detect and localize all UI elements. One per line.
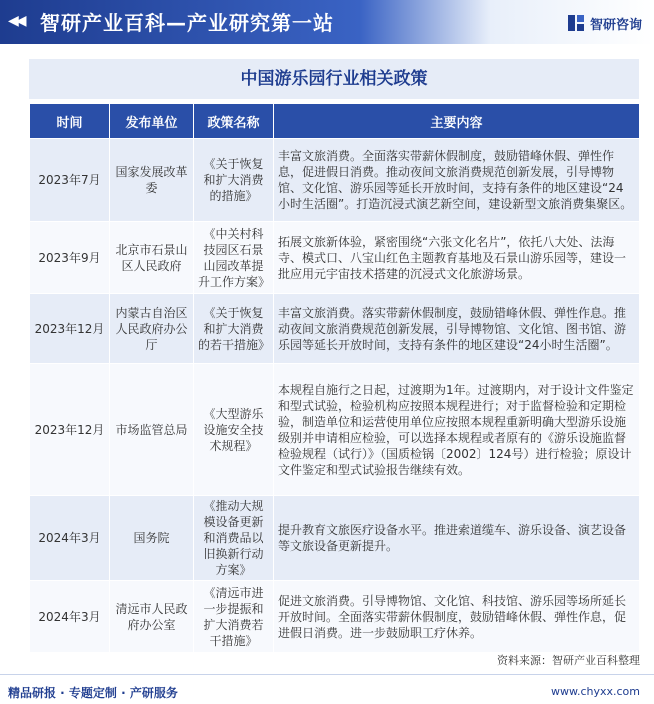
cell-content: 提升教育文旅医疗设备水平。推进索道缆车、游乐设备、演艺设备等文旅设备更新提升。 bbox=[274, 496, 640, 581]
table-row bbox=[30, 139, 640, 222]
cell-policy: 《关于恢复和扩大消费的措施》 bbox=[194, 139, 274, 222]
cell-content: 丰富文旅消费。全面落实带薪休假制度，鼓励错峰休假、弹性作息，促进假日消费。推动夜间文旅消费规范创新发展，引导博物馆、文化馆、游乐园等延长开放时间，支持有条件的地区建设“24小时生活圈”。打造沉浸式演艺新空间，建设新型文旅消费集聚区。 bbox=[274, 139, 640, 222]
cell-content: 促进文旅消费。引导博物馆、文化馆、科技馆、游乐园等场所延长开放时间。全面落实带薪休假制度，鼓励错峰休假、弹性作息，促进假日消费。进一步鼓励职工疗休养。 bbox=[274, 581, 640, 653]
table-header-row bbox=[30, 104, 640, 139]
table-row bbox=[30, 222, 640, 294]
table-row bbox=[30, 496, 640, 581]
cell-policy: 《关于恢复和扩大消费的若干措施》 bbox=[194, 294, 274, 364]
cell-issuer: 市场监管总局 bbox=[110, 364, 194, 496]
table-row bbox=[30, 364, 640, 496]
table-row bbox=[30, 294, 640, 364]
footer-services: 精品研报 · 专题定制 · 产研服务 bbox=[8, 686, 178, 700]
cell-issuer: 国务院 bbox=[110, 496, 194, 581]
brand-name: 智研咨询 bbox=[589, 17, 642, 33]
brand-logo-icon bbox=[567, 14, 585, 32]
table-row bbox=[30, 581, 640, 653]
website-link[interactable]: www.chyxx.com bbox=[550, 685, 640, 698]
cell-content: 本规程自施行之日起，过渡期为1年。过渡期内，对于设计文件鉴定和型式试验，检验机构应按照本规程进行；对于监督检验和定期检验，制造单位和运营使用单位应按照本规程重新明确大型游乐设施级别并申请相应检验，可以选择本规程或者原有的《游乐设施监督检验规程（试行）》（国质检锅〔2002〕124号）进行检验；原设计文件鉴定和型式试验报告继续有效。 bbox=[274, 364, 640, 496]
cell-policy: 《中关村科技园区石景山园改革提升工作方案》 bbox=[194, 222, 274, 294]
brand[interactable] bbox=[567, 13, 642, 33]
cell-time: 2023年7月 bbox=[30, 139, 110, 222]
cell-time: 2023年12月 bbox=[30, 294, 110, 364]
source-note: 资料来源：智研产业百科整理 bbox=[497, 654, 640, 667]
footer-divider bbox=[0, 674, 654, 675]
cell-policy: 《清远市进一步提振和扩大消费若干措施》 bbox=[194, 581, 274, 653]
column-header-content: 主要内容 bbox=[274, 104, 640, 139]
cell-content: 丰富文旅消费。落实带薪休假制度，鼓励错峰休假、弹性作息。推动夜间文旅消费规范创新发展，引导博物馆、文化馆、图书馆、游乐园等延长开放时间，支持有条件的地区建设“24小时生活圈”。 bbox=[274, 294, 640, 364]
cell-issuer: 清远市人民政府办公室 bbox=[110, 581, 194, 653]
cell-issuer: 内蒙古自治区人民政府办公厅 bbox=[110, 294, 194, 364]
cell-time: 2023年9月 bbox=[30, 222, 110, 294]
column-header-issuer: 发布单位 bbox=[110, 104, 194, 139]
cell-policy: 《大型游乐设施安全技术规程》 bbox=[194, 364, 274, 496]
cell-time: 2024年3月 bbox=[30, 496, 110, 581]
column-header-time: 时间 bbox=[30, 104, 110, 139]
column-header-policy: 政策名称 bbox=[194, 104, 274, 139]
double-chevron-left-icon: ◀◀ bbox=[8, 13, 24, 29]
cell-policy: 《推动大规模设备更新和消费品以旧换新行动方案》 bbox=[194, 496, 274, 581]
policy-table bbox=[29, 103, 640, 653]
cell-issuer: 北京市石景山区人民政府 bbox=[110, 222, 194, 294]
table-title: 中国游乐园行业相关政策 bbox=[29, 59, 639, 99]
page-footer bbox=[0, 680, 654, 704]
policy-table-panel bbox=[29, 59, 639, 653]
cell-issuer: 国家发展改革委 bbox=[110, 139, 194, 222]
page-title: 智研产业百科—产业研究第一站 bbox=[40, 11, 334, 35]
cell-content: 拓展文旅新体验，紧密围绕“六张文化名片”，依托八大处、法海寺、模式口、八宝山红色主题教育基地及石景山游乐园等，建设一批应用元宇宙技术搭建的沉浸式文化旅游场景。 bbox=[274, 222, 640, 294]
page-header bbox=[0, 0, 654, 44]
cell-time: 2024年3月 bbox=[30, 581, 110, 653]
cell-time: 2023年12月 bbox=[30, 364, 110, 496]
